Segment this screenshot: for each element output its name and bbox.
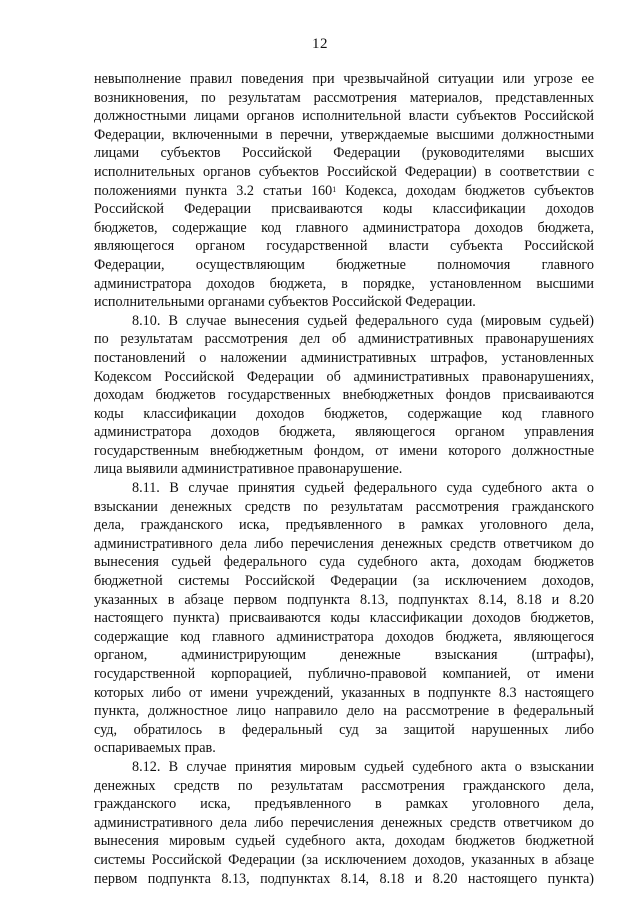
text-line: Федерации, включенными в перечни, утверждаемые высшими должностными [94, 126, 594, 143]
superscript: 1 [332, 184, 337, 194]
text-line: пункта, должностное лицо направило дело на рассмотрение в федеральный [94, 703, 594, 720]
text-line: должностными лицами органов исполнительной власти субъектов Российской [94, 108, 594, 125]
text-line: 8.10. В случае вынесения судьей федерального суда (мировым судьей) [132, 312, 594, 329]
text-line: органом, администрирующим денежные взыскания (штрафы), [94, 647, 594, 664]
text-line: администратора доходов бюджета, в порядке, установленном высшими [94, 275, 594, 292]
text-line: являющегося органом государственной власти субъекта Российской [94, 238, 594, 255]
text-line: гражданского иска, предъявленного в рамках уголовного дела, [94, 796, 594, 813]
text-line: государственной корпорацией, публично-правовой компанией, от имени [94, 666, 594, 682]
text-line: администратора доходов бюджета, являющегося органом управления [94, 424, 594, 441]
text-line: коды классификации доходов бюджетов, содержащие код главного [94, 405, 594, 422]
text-line: дела, гражданского иска, предъявленного в рамках уголовного дела, [94, 517, 594, 534]
text-line: бюджетов, содержащие код главного администратора доходов бюджета, [94, 219, 594, 236]
text-line: по результатам рассмотрения дел об административных правонарушениях [94, 331, 594, 348]
text-line: постановлений о наложении административных штрафов, установленных [94, 349, 594, 366]
text-line: лица выявили административное правонарушение. [94, 461, 403, 478]
paragraph-p-8-10 [94, 312, 594, 479]
text-line: 8.12. В случае принятия мировым судьей судебного акта о взыскании [132, 758, 594, 775]
text-line: Российской Федерации присваиваются коды классификации доходов [94, 201, 594, 218]
text-line: административного дела либо перечисления денежных средств ответчиком до [94, 535, 594, 552]
text-line: настоящего пункта) присваиваются коды классификации доходов бюджетов, [94, 610, 594, 627]
text-line: взыскании денежных средств по результатам рассмотрения гражданского [94, 498, 594, 515]
text-line: возникновения, по результатам рассмотрения материалов, представленных [94, 89, 594, 106]
document-body [94, 70, 594, 888]
paragraph-p-continuation [94, 70, 594, 312]
text-line: положениями пункта 3.2 статьи $160^1$ Кодекса, доходам бюджетов субъектов [94, 182, 594, 199]
text-line: которых либо от имени учреждений, указанных в подпункте 8.3 настоящего [94, 684, 594, 701]
text-line: административного дела либо перечисления денежных средств ответчиком до [94, 814, 594, 831]
text-line: бюджетной системы Российской Федерации (за исключением доходов, [94, 573, 594, 590]
text-line: государственным внебюджетным фондом, от имени которого должностные [94, 442, 594, 459]
text-line: невыполнение правил поведения при чрезвычайной ситуации или угрозе ее [94, 71, 594, 87]
text-line: Кодексом Российской Федерации об административных правонарушениях, [94, 368, 594, 385]
text-line: Федерации, осуществляющим бюджетные полномочия главного [94, 256, 594, 273]
text-line: доходам бюджетов государственных внебюджетных фондов присваиваются [94, 387, 594, 404]
text-line: лицами субъектов Российской Федерации (руководителями высших [94, 145, 594, 162]
text-line: 8.11. В случае принятия судьей федерального суда судебного акта о [132, 480, 594, 497]
paragraph-p-8-11 [94, 479, 594, 758]
text-line: суд, обратилось в федеральный суд за защитой нарушенных либо [94, 721, 594, 738]
text-line: исполнительных органов субъектов Российской Федерации) в соответствии с [94, 163, 594, 180]
text-line: указанных в абзаце первом подпункта 8.13, подпунктах 8.14, 8.18 и 8.20 [94, 591, 594, 608]
text-line: содержащие код главного администратора доходов бюджета, являющегося [94, 628, 594, 645]
text-line: вынесения судьей федерального суда судебного акта, доходам бюджетов [94, 554, 594, 571]
text-line: первом подпункта 8.13, подпунктах 8.14, 8.18 и 8.20 настоящего пункта) [94, 870, 594, 887]
text-line: вынесения мировым судьей судебного акта, доходам бюджетов бюджетной [94, 833, 594, 850]
page-number: 12 [312, 36, 328, 52]
text-line: исполнительными органами субъектов Российской Федерации. [94, 294, 476, 311]
text-line: оспариваемых прав. [94, 740, 216, 757]
paragraph-p-8-12 [94, 758, 594, 888]
text-line: денежных средств по результатам рассмотрения гражданского дела, [94, 777, 594, 794]
text-line: системы Российской Федерации (за исключением доходов, указанных в абзаце [94, 851, 594, 868]
